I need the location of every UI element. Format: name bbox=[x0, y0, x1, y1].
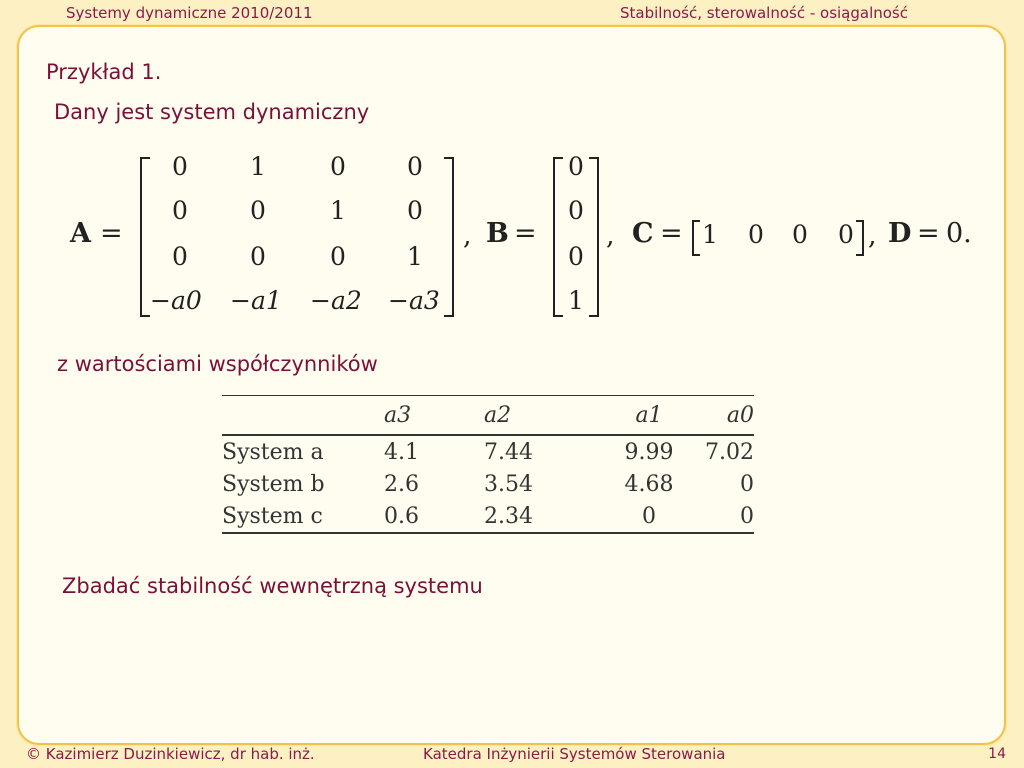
table-header-row bbox=[222, 396, 754, 436]
header-course-title: Systemy dynamiczne 2010/2011 bbox=[66, 4, 313, 22]
table-cell: System a bbox=[222, 439, 324, 465]
table-cell: 7.02 bbox=[705, 439, 754, 465]
header-topic-title: Stabilność, sterowalność - osiągalność bbox=[620, 4, 908, 22]
table-cell: 0.6 bbox=[384, 503, 419, 529]
matrix-a-cell: 0 bbox=[250, 196, 266, 225]
matrix-c-label: C bbox=[632, 218, 654, 249]
matrix-a-cell: 1 bbox=[250, 152, 266, 181]
matrix-a-cell: 0 bbox=[250, 242, 266, 271]
table-cell: 7.44 bbox=[484, 439, 533, 465]
table-cell: 0 bbox=[642, 503, 656, 529]
comma-after-a: , bbox=[463, 220, 472, 251]
table-cell: 2.34 bbox=[484, 503, 533, 529]
slide-panel bbox=[17, 25, 1006, 745]
table-row bbox=[222, 500, 754, 533]
table-cell: 0 bbox=[740, 471, 754, 497]
table-cell: System b bbox=[222, 471, 325, 497]
matrix-a-cell: 0 bbox=[172, 196, 188, 225]
matrix-a-cell: 1 bbox=[407, 242, 423, 271]
table-cell: 3.54 bbox=[484, 471, 533, 497]
table-header-cell: a3 bbox=[384, 402, 412, 428]
matrix-a-label: A bbox=[70, 218, 91, 249]
equals-sign-a: = bbox=[100, 218, 123, 249]
matrix-b-cell: 0 bbox=[568, 242, 584, 271]
task-text: Zbadać stabilność wewnętrzną systemu bbox=[62, 574, 483, 598]
table-cell: 4.1 bbox=[384, 439, 419, 465]
table-row bbox=[222, 468, 754, 500]
matrix-b-cell: 0 bbox=[568, 196, 584, 225]
equals-sign-c: = bbox=[660, 218, 683, 249]
matrix-a-cell: −a1 bbox=[230, 286, 282, 315]
comma-after-b: , bbox=[606, 220, 615, 251]
page-number: 14 bbox=[988, 746, 1006, 762]
matrix-a-cell: 0 bbox=[407, 152, 423, 181]
matrix-a-cell: −a3 bbox=[388, 286, 440, 315]
footer-department: Katedra Inżynierii Systemów Sterowania bbox=[423, 745, 726, 763]
matrix-a-cell: −a0 bbox=[150, 286, 202, 315]
matrix-a-cell: 0 bbox=[172, 152, 188, 181]
intro-text: Dany jest system dynamiczny bbox=[54, 100, 370, 124]
matrix-c-cell: 0 bbox=[748, 220, 764, 249]
coefficients-intro: z wartościami współczynników bbox=[57, 352, 378, 376]
matrix-a-cell: 0 bbox=[172, 242, 188, 271]
table-header-cell: a1 bbox=[635, 402, 663, 428]
equals-sign-b: = bbox=[514, 218, 537, 249]
matrix-a-cell: 1 bbox=[330, 196, 346, 225]
example-title: Przykład 1. bbox=[46, 60, 162, 84]
table-header-cell bbox=[222, 396, 384, 436]
coefficients-table bbox=[222, 395, 754, 534]
table-header-cell: a2 bbox=[484, 402, 512, 428]
matrix-a-cell: 0 bbox=[330, 242, 346, 271]
matrix-c-cell: 0 bbox=[838, 220, 854, 249]
footer-author: © Kazimierz Duzinkiewicz, dr hab. inż. bbox=[26, 745, 315, 763]
table-cell: 0 bbox=[740, 503, 754, 529]
table-cell: 2.6 bbox=[384, 471, 419, 497]
table-cell: 9.99 bbox=[624, 439, 674, 465]
table-header-cell: a0 bbox=[726, 402, 754, 428]
matrix-a-cell: −a2 bbox=[310, 286, 362, 315]
matrix-d-value: 0. bbox=[946, 218, 972, 249]
table-cell: 4.68 bbox=[624, 471, 674, 497]
matrix-a-cell: 0 bbox=[330, 152, 346, 181]
matrix-d-label: D bbox=[888, 218, 912, 249]
comma-after-c: , bbox=[868, 220, 877, 251]
matrix-b-cell: 1 bbox=[568, 286, 584, 315]
table-row bbox=[222, 435, 754, 468]
matrix-c-cell: 0 bbox=[792, 220, 808, 249]
table-cell: System c bbox=[222, 503, 323, 529]
matrix-b-cell: 0 bbox=[568, 152, 584, 181]
matrix-c-cell: 1 bbox=[702, 220, 718, 249]
matrix-a-cell: 0 bbox=[407, 196, 423, 225]
matrix-b-label: B bbox=[486, 218, 509, 249]
equals-sign-d: = bbox=[917, 218, 940, 249]
